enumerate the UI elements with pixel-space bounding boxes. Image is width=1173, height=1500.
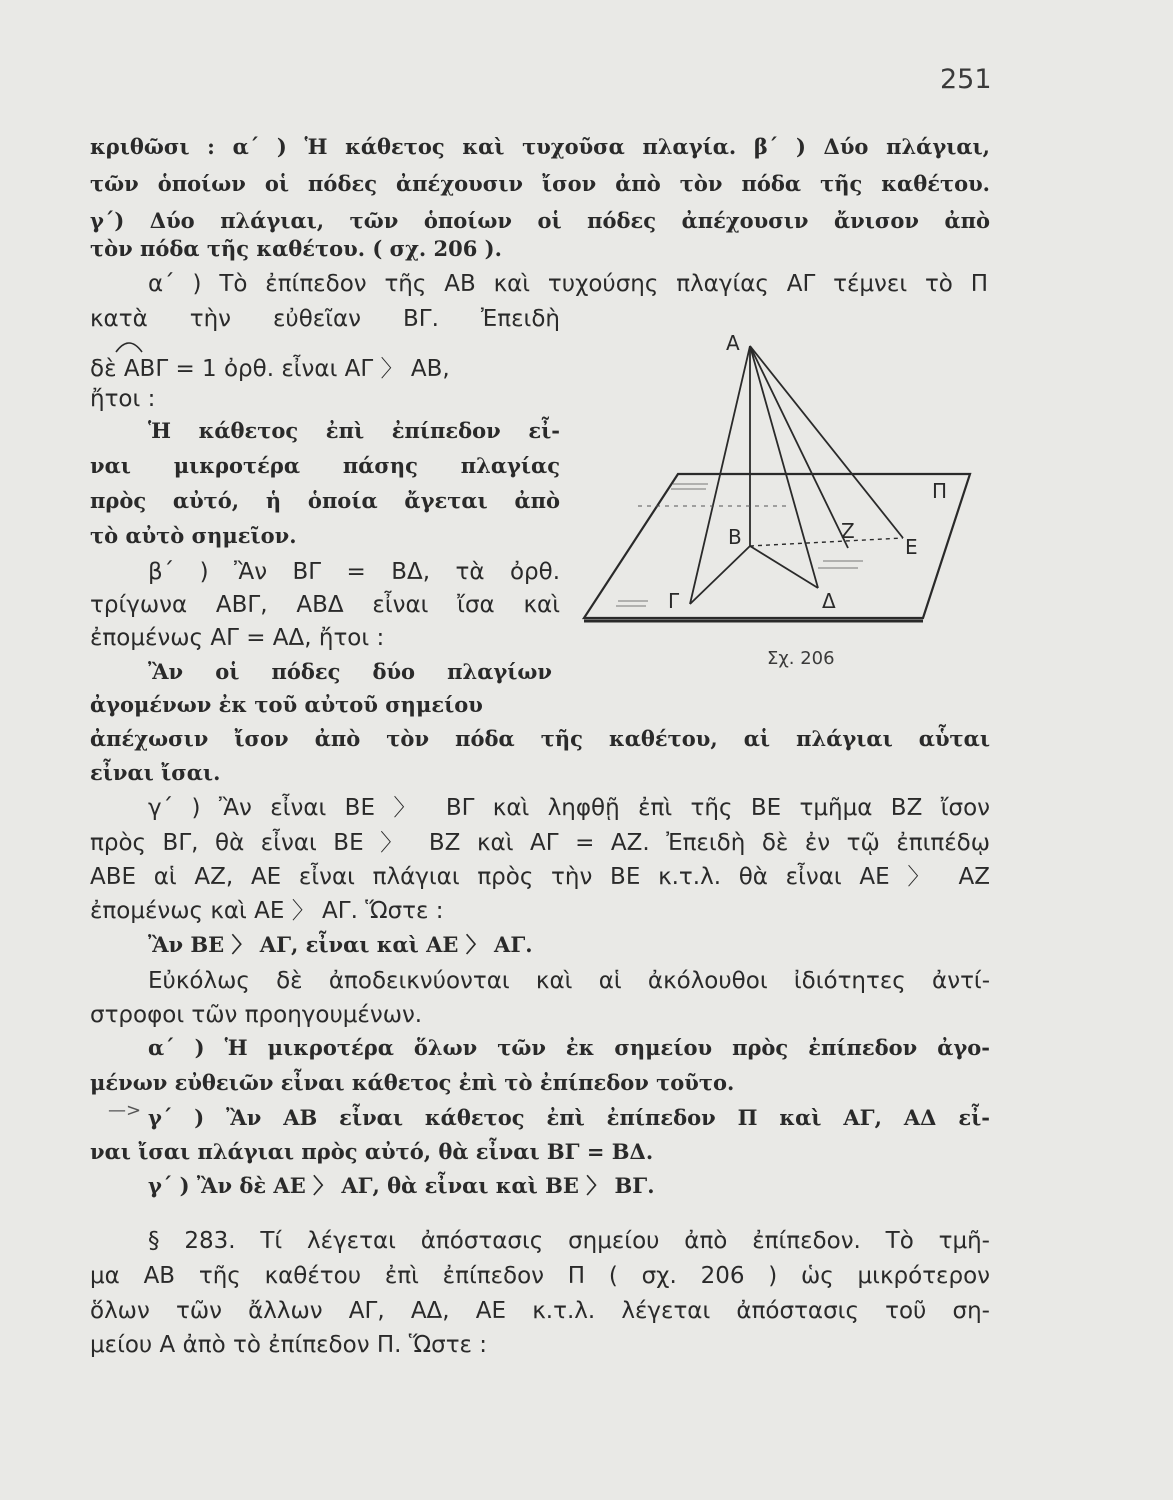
text-line: ἐπομένως ΑΓ = ΑΔ, ἤτοι :	[90, 625, 385, 651]
theorem-line: γ΄ ) Ἂν ΑΒ εἶναι κάθετος ἐπὶ ἐπίπεδον Π καὶ ΑΓ, ΑΔ εἶ-	[148, 1105, 990, 1130]
segment-AE	[750, 346, 903, 538]
text-line: πρὸς ΒΓ, θὰ εἶναι ΒΕ 〉 ΒΖ καὶ ΑΓ = ΑΖ. Ἐπειδὴ δὲ ἐν τῷ ἐπιπέδῳ	[90, 830, 990, 856]
theorem-line: εἶναι ἴσαι.	[90, 760, 221, 785]
text-line: γ΄) Δύο πλάγιαι, τῶν ὁποίων οἱ πόδες ἀπέχουσιν ἄνισον ἀπὸ	[90, 208, 990, 233]
text-line: μα ΑΒ τῆς καθέτου ἐπὶ ἐπίπεδον Π ( σχ. 206 ) ὡς μικρότερον	[90, 1263, 990, 1289]
theorem-line: Ἡ κάθετος ἐπὶ ἐπίπεδον εἶ-	[148, 418, 560, 443]
theorem-line: μένων εὐθειῶν εἶναι κάθετος ἐπὶ τὸ ἐπίπεδον τοῦτο.	[90, 1070, 735, 1095]
text-line: γ΄ ) Ἂν εἶναι ΒΕ 〉 ΒΓ καὶ ληφθῇ ἐπὶ τῆς ΒΕ τμῆμα ΒΖ ἴσον	[148, 795, 990, 821]
text-line: κατὰ τὴν εὐθεῖαν ΒΓ. Ἐπειδὴ	[90, 306, 560, 332]
label-G: Γ	[668, 589, 680, 613]
theorem-line: ναι μικροτέρα πάσης πλαγίας	[90, 453, 560, 478]
label-P: Π	[932, 479, 948, 503]
theorem-line: τὸ αὐτὸ σημεῖον.	[90, 523, 297, 548]
text-line: Εὐκόλως δὲ ἀποδεικνύονται καὶ αἱ ἀκόλουθοι ἰδιότητες ἀντί-	[148, 968, 990, 994]
theorem-line: ἀπέχωσιν ἴσον ἀπὸ τὸν πόδα τῆς καθέτου, αἱ πλάγιαι αὗται	[90, 726, 990, 751]
theorem-line: ἀγομένων ἐκ τοῦ αὐτοῦ σημείου	[90, 692, 483, 717]
text-line: τὸν πόδα τῆς καθέτου. ( σχ. 206 ).	[90, 236, 502, 261]
theorem-line: α΄ ) Ἡ μικροτέρα ὅλων τῶν ἐκ σημείου πρὸς ἐπίπεδον ἀγο-	[148, 1035, 990, 1060]
segment-BG	[690, 546, 750, 604]
segment-BE	[750, 538, 903, 546]
text-line: τρίγωνα ΑΒΓ, ΑΒΔ εἶναι ἴσα καὶ	[90, 592, 560, 618]
text-line: τῶν ὁποίων οἱ πόδες ἀπέχουσιν ἴσον ἀπὸ τὸν πόδα τῆς καθέτου.	[90, 171, 990, 196]
label-Z: Ζ	[841, 519, 855, 543]
margin-arrow: —>	[108, 1100, 142, 1121]
theorem-line: πρὸς αὐτό, ἡ ὁποία ἄγεται ἀπὸ	[90, 488, 560, 513]
text-line: δὲ ΑΒΓ = 1 ὀρθ. εἶναι ΑΓ 〉 ΑΒ,	[90, 356, 450, 382]
text-line: β΄ ) Ἂν ΒΓ = ΒΔ, τὰ ὀρθ.	[148, 559, 560, 585]
section-heading-line: § 283. Τί λέγεται ἀπόστασις σημείου ἀπὸ ἐπίπεδον. Τὸ τμῆ-	[148, 1228, 990, 1254]
theorem-line: Ἂν ΒΕ 〉 ΑΓ, εἶναι καὶ ΑΕ 〉 ΑΓ.	[148, 932, 533, 957]
label-B: Β	[728, 525, 742, 549]
figure-206	[578, 326, 998, 656]
theorem-line: γ΄ ) Ἂν δὲ ΑΕ 〉 ΑΓ, θὰ εἶναι καὶ ΒΕ 〉 ΒΓ.	[148, 1173, 655, 1198]
text-line: ὅλων τῶν ἄλλων ΑΓ, ΑΔ, ΑΕ κ.τ.λ. λέγεται ἀπόστασις τοῦ ση-	[90, 1298, 990, 1324]
text-line: μείου Α ἀπὸ τὸ ἐπίπεδον Π. Ὥστε :	[90, 1332, 488, 1358]
page-number: 251	[940, 64, 992, 95]
figure-caption: Σχ. 206	[767, 648, 835, 669]
text-line: ΑΒΕ αἱ ΑΖ, ΑΕ εἶναι πλάγιαι πρὸς τὴν ΒΕ κ.τ.λ. θὰ εἶναι ΑΕ 〉 ΑΖ	[90, 864, 990, 890]
label-D: Δ	[822, 589, 836, 613]
text-line: κριθῶσι : α΄ ) Ἡ κάθετος καὶ τυχοῦσα πλαγία. β΄ ) Δύο πλάγιαι,	[90, 134, 990, 159]
label-E: Ε	[905, 535, 918, 559]
label-A: Α	[726, 331, 740, 355]
text-line: ἤτοι :	[90, 386, 156, 412]
text-line: ἐπομένως καὶ ΑΕ 〉 ΑΓ. Ὥστε :	[90, 898, 444, 924]
theorem-line: Ἂν οἱ πόδες δύο πλαγίων	[148, 659, 552, 684]
text-line: στροφοι τῶν προηγουμένων.	[90, 1002, 423, 1028]
theorem-line: ναι ἴσαι πλάγιαι πρὸς αὐτό, θὰ εἶναι ΒΓ = ΒΔ.	[90, 1139, 654, 1164]
text-line: α΄ ) Τὸ ἐπίπεδον τῆς ΑΒ καὶ τυχούσης πλαγίας ΑΓ τέμνει τὸ Π	[148, 271, 988, 297]
